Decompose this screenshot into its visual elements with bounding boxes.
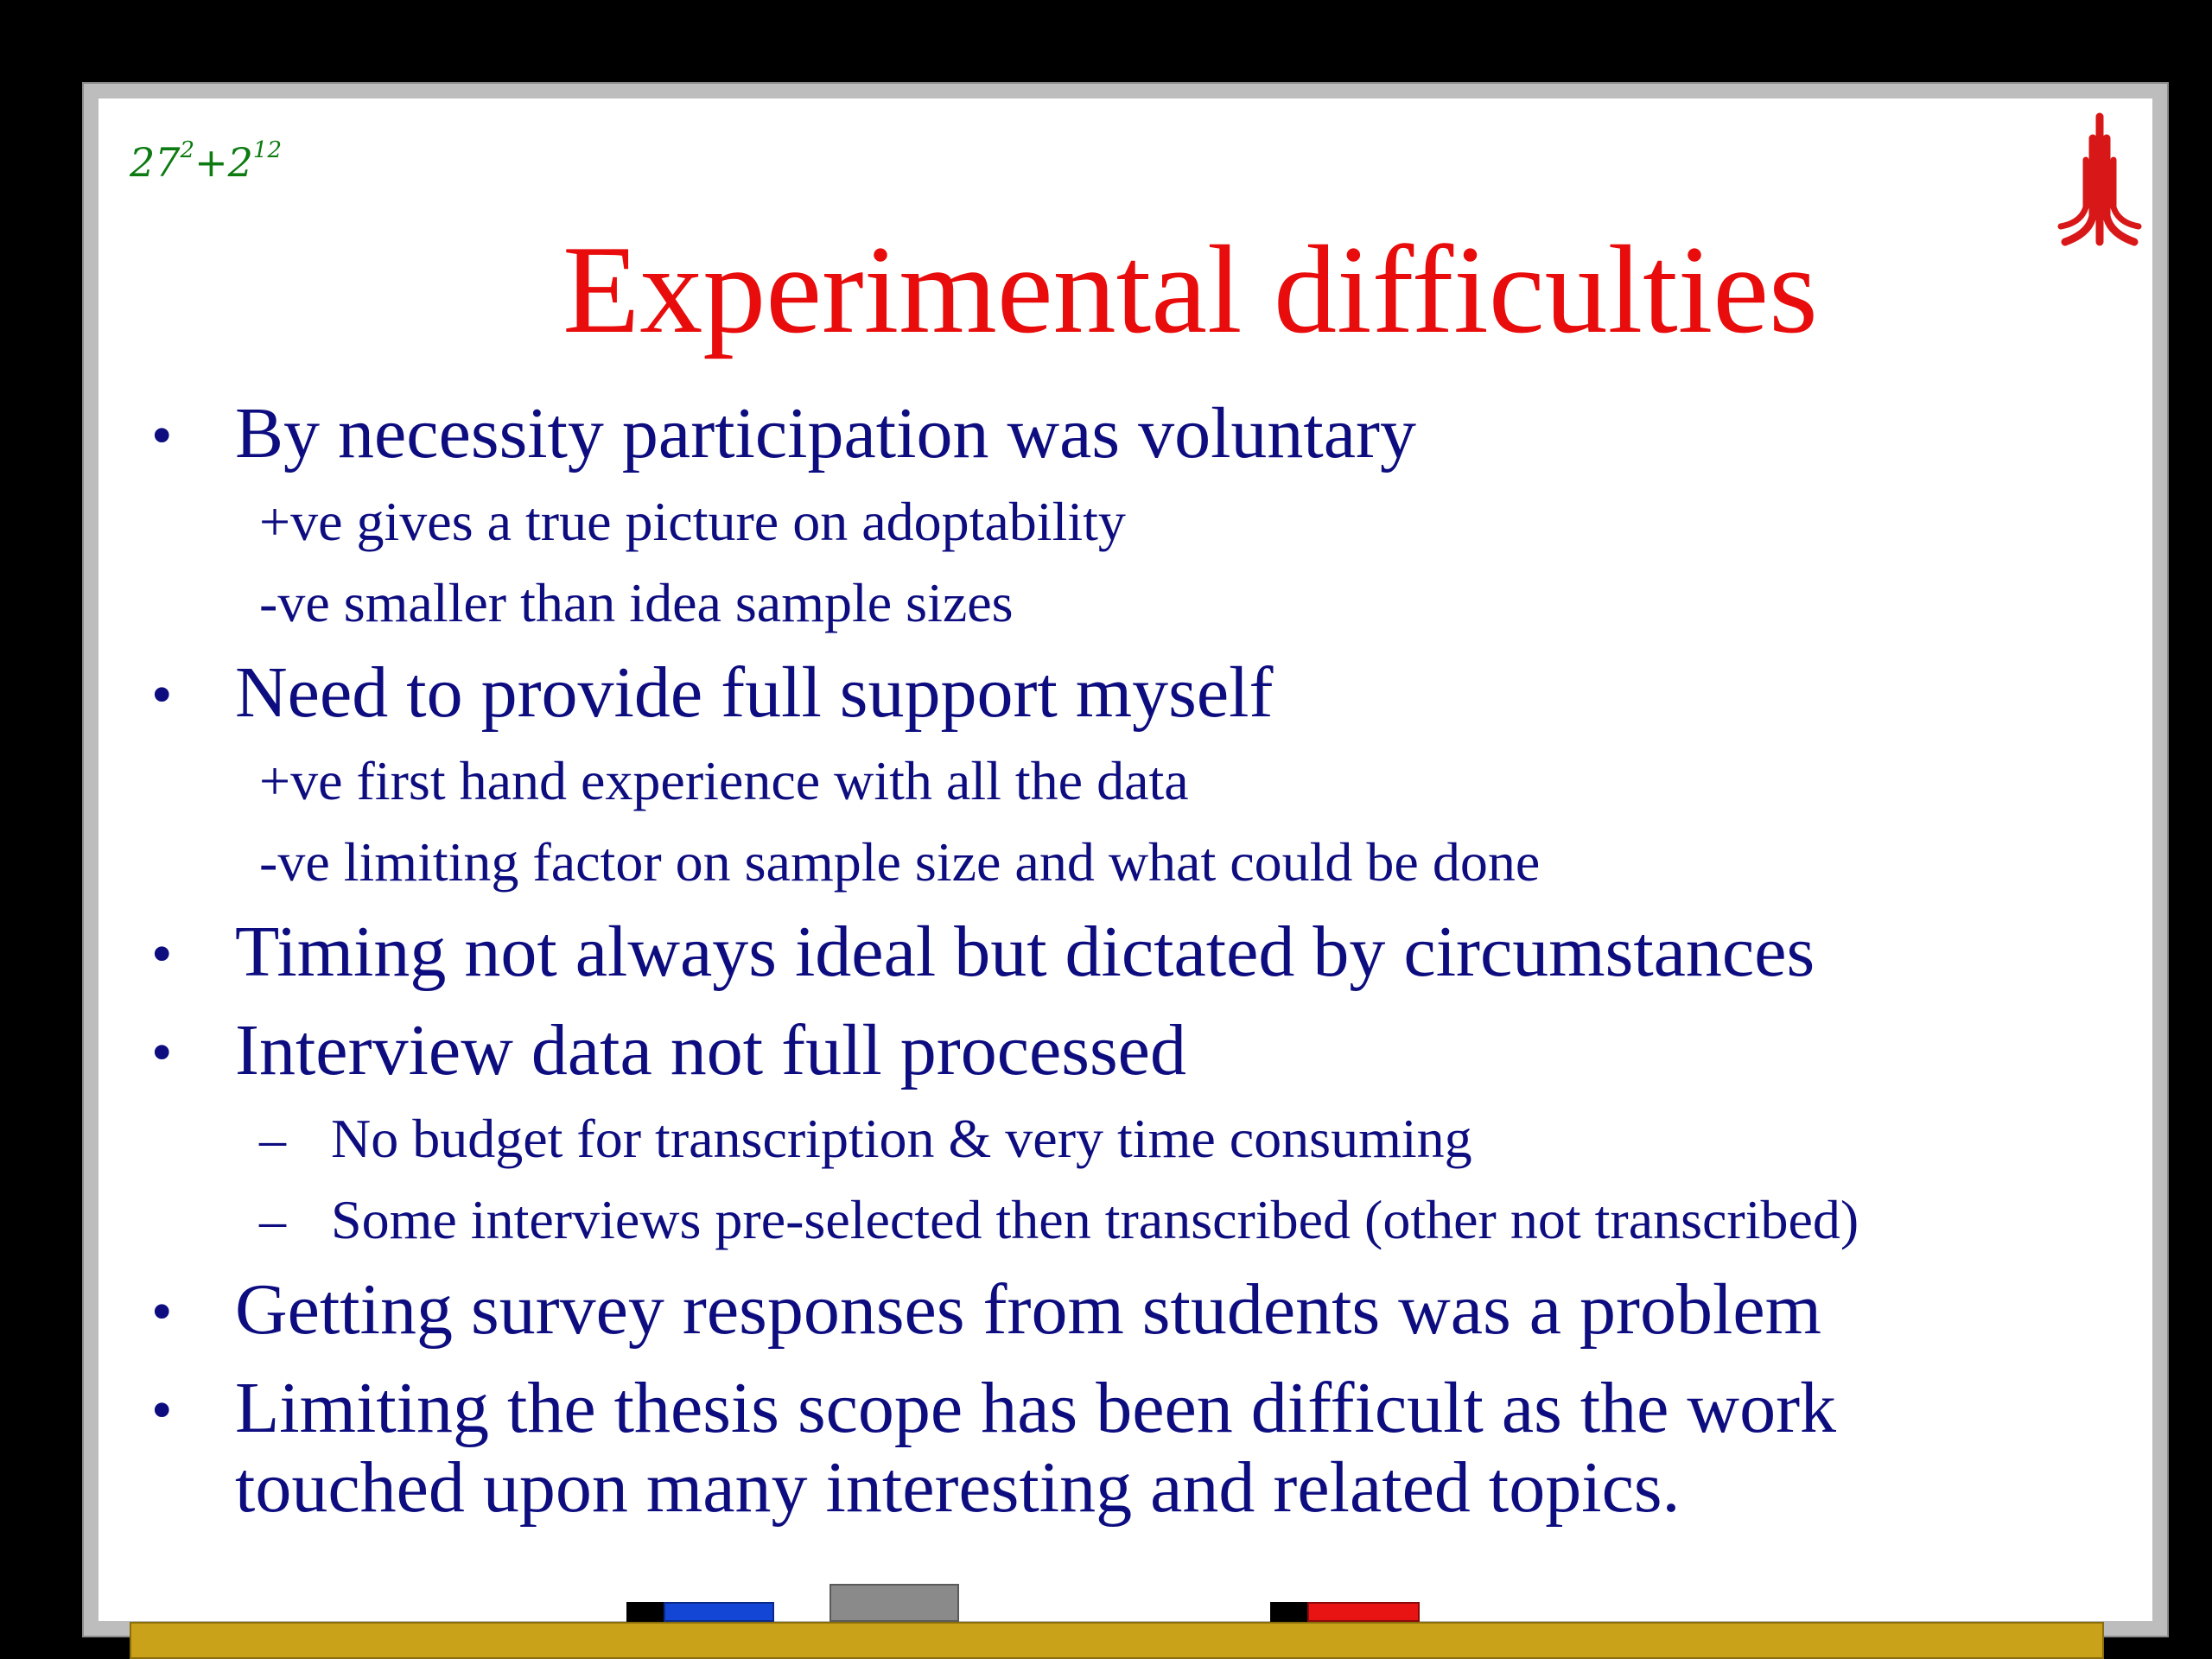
dash-marker: – [259,1110,286,1169]
bullet-item: Need to provide full support myself [235,652,1274,733]
bullet-marker: • [151,921,173,988]
marker-tray [130,1622,2104,1659]
formula-exponent-2: 12 [252,137,282,163]
sub-item: Some interviews pre-selected then transcribed (other not transcribed) [331,1189,1859,1250]
bullet-item-continuation: touched upon many interesting and related topics. [235,1447,1681,1528]
sub-item: No budget for transcription & very time consuming [331,1108,1472,1169]
bullet-item: Timing not always ideal but dictated by circumstances [235,912,1815,992]
sub-item: +ve first hand experience with all the data [259,750,1189,811]
formula-plus-term: +2 [194,139,253,186]
bullet-item: Limiting the thesis scope has been difficult as the work [235,1368,1837,1448]
bullet-marker: • [151,1020,173,1086]
sub-item: -ve limiting factor on sample size and what could be done [259,831,1541,893]
bullet-item: Interview data not full processed [235,1010,1186,1090]
slide-title: Experimental difficulties [563,219,1818,359]
bullet-item: Getting survey responses from students was a problem [235,1269,1821,1350]
bullet-marker: • [151,1279,173,1345]
formula-base: 27 [130,139,181,186]
bullet-marker: • [151,403,173,469]
sub-item: -ve smaller than idea sample sizes [259,572,1014,633]
dash-marker: – [259,1192,286,1250]
formula-decoration [130,137,282,186]
eraser-icon [830,1584,959,1622]
bullet-marker: • [151,1377,173,1444]
bullet-marker: • [151,662,173,728]
bullet-item: By necessity participation was voluntary [235,393,1417,474]
formula-exponent-1: 2 [180,137,195,163]
sub-item: +ve gives a true picture on adoptability [259,491,1126,552]
